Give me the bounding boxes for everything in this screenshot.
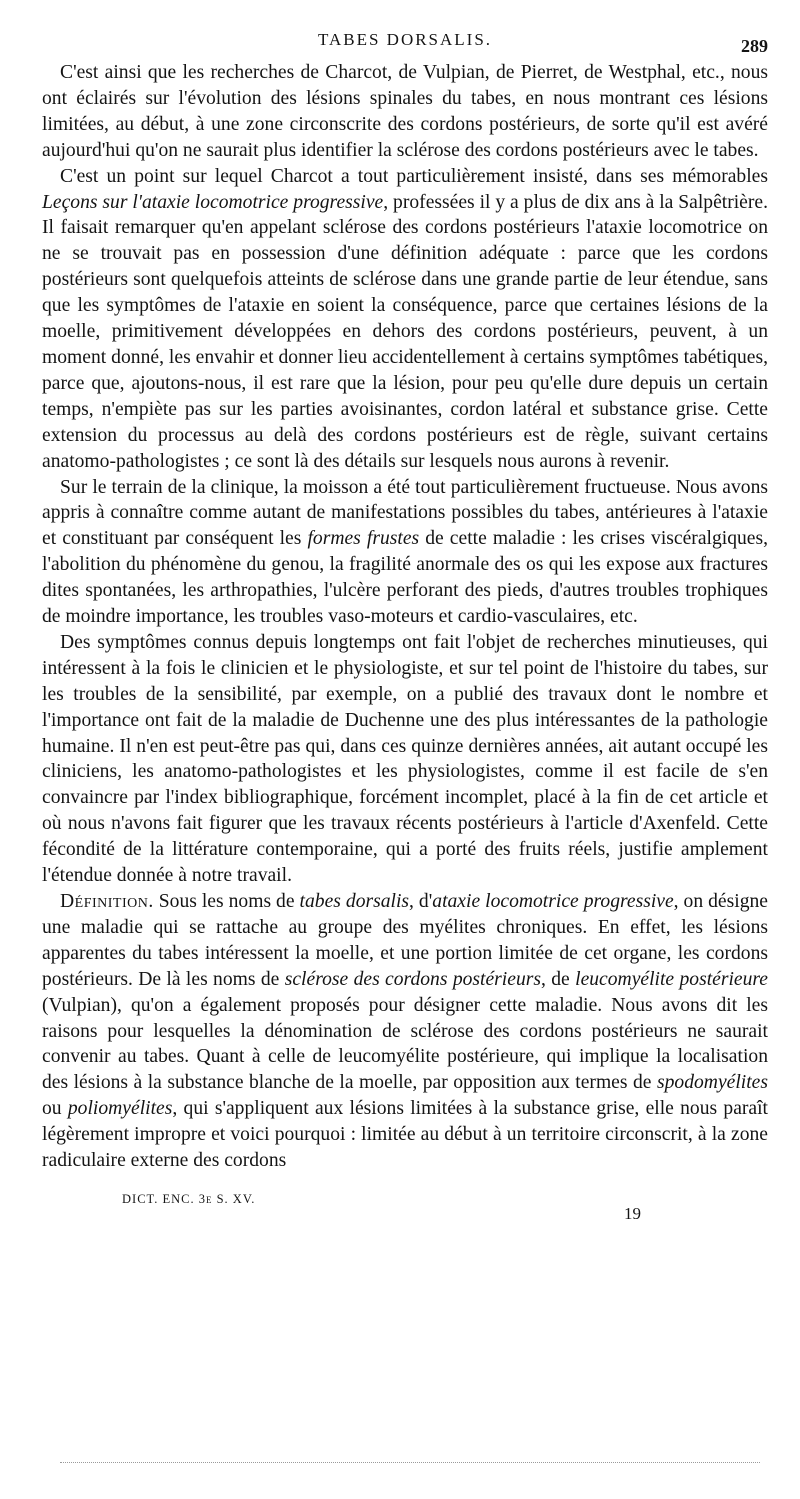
italic-term: Leçons sur l'ataxie locomotrice progressive xyxy=(42,191,384,213)
page-header xyxy=(42,26,768,60)
text-run: Des symptômes connus depuis longtemps ont fait l'objet de recherches minutieuses, qui intéressent à la fois le clinicien et le physiologiste, et sur tel point de l'histoire du tabes, sur les troubles de la sensibilité, par exemple, on a publié des travaux dont le nombre et l'importance ont fait de la maladie de Duchenne une des plus intéressantes de la pathologie humaine. Il n'en est peut-être pas qui, dans ces quinze dernières années, ait autant occupé les cliniciens, les anatomo-pathologistes et les physiologistes, comme il est facile de s'en convaincre par l'index bibliographique, forcément incomplet, placé à la fin de cet article et où nous n'avons fait figurer que les travaux récents postérieurs à l'article d'Axenfeld. Cette fécondité de la littérature contemporaine, qui a porté des fruits réels, justifie amplement l'étendue donnée à notre travail. xyxy=(42,631,768,887)
italic-term: leucomyélite postérieure xyxy=(575,968,769,990)
italic-term: sclérose des cordons postérieurs xyxy=(284,968,541,990)
text-run: , d' xyxy=(409,891,433,912)
italic-term: tabes dorsalis xyxy=(299,891,410,912)
sheet-number: 19 xyxy=(624,1203,641,1223)
section-heading: Définition. xyxy=(60,891,154,912)
text-run: , qui s'appliquent aux lésions limitées à la substance grise, elle nous paraît légèrement impropre et voici pourquoi : limitée au début à un territoire circonscrit, à la zone radiculaire externe des cordons xyxy=(42,1098,769,1172)
text-run: , on désigne une maladie qui se rattache au groupe des myélites chroniques. En effet, les lésions apparentes du tabes intéressent la moelle, et une portion limitée de cet organe, les cordons postérieurs. De là les noms de xyxy=(42,891,768,990)
running-title: TABES DORSALIS. xyxy=(317,30,493,49)
page-footer xyxy=(42,1192,768,1222)
text-run: , de xyxy=(541,968,576,990)
printer-signature: DICT. ENC. 3e S. XV. xyxy=(122,1191,256,1206)
paragraph xyxy=(42,889,768,1174)
paragraph xyxy=(42,630,768,889)
paragraph xyxy=(42,475,768,630)
italic-term: spodomyélites xyxy=(656,1072,768,1094)
italic-term: formes frustes xyxy=(307,528,420,550)
text-run: Sur le terrain de la clinique, la moisson a été tout particulièrement fructueuse. Nous avons appris à connaître comme autant de manifestations possibles du tabes, antérieures à l'ataxie et constituant par conséquent les xyxy=(42,476,768,550)
text-run: ou xyxy=(42,1098,68,1120)
paragraph xyxy=(42,60,768,164)
text-run: de cette maladie : les crises viscéralgiques, l'abolition du phénomène du genou, la fragilité anormale des os qui les expose aux fractures dites spontanées, les arthropathies, l'ulcère perforant des pieds, d'autres troubles trophiques de moindre importance, les troubles vaso-moteurs et cardio-vasculaires, etc. xyxy=(42,528,769,628)
scan-edge-artifact xyxy=(60,1462,760,1464)
text-run: C'est un point sur lequel Charcot a tout particulièrement insisté, dans ses mémorables xyxy=(60,165,768,187)
italic-term: poliomyélites xyxy=(67,1098,173,1120)
text-run: C'est ainsi que les recherches de Charcot, de Vulpian, de Pierret, de Westphal, etc., nous ont éclairés sur l'évolution des lésions spinales du tabes, en nous montrant ces lésions limitées, au début, à une zone circonscrite des cordons postérieurs, de sorte qu'il est avéré aujourd'hui qu'on ne saurait plus identifier la sclérose des cordons postérieurs avec le tabes. xyxy=(42,62,768,161)
paragraph xyxy=(42,164,768,475)
text-run: , professées il y a plus de dix ans à la Salpêtrière. Il faisait remarquer qu'en appelant sclérose des cordons postérieurs l'ataxie locomotrice on ne se trouvait pas en possession d'une définition adéquate : parce que les cordons postérieurs sont quelquefois atteints de sclérose dans une grande partie de leur étendue, sans que les symptômes de l'ataxie en soient la conséquence, parce que certaines lésions de la moelle, primitivement développées en dehors des cordons postérieurs, peuvent, à un moment donné, les envahir et donner lieu accidentellement à certains symptômes tabétiques, parce que, ajoutons-nous, il est rare que la lésion, pour peu qu'elle dure depuis un certain temps, n'empiète pas sur les parties avoisinantes, cordon latéral et substance grise. Cette extension du processus au delà des cordons postérieurs est de règle, suivant certains anatomo-pathologistes ; ce sont là des détails sur lesquels nous aurons à revenir. xyxy=(42,191,768,472)
body-text xyxy=(42,60,768,1174)
text-run: Sous les noms de xyxy=(153,891,300,912)
text-run: (Vulpian), qu'on a également proposés pour désigner cette maladie. Nous avons dit les raisons pour lesquelles la dénomination de sclérose des cordons postérieurs ne saurait convenir au tabes. Quant à celle de leucomyélite postérieure, qui implique la localisation des lésions à la substance blanche de la moelle, par opposition aux termes de xyxy=(42,994,768,1094)
page-number: 289 xyxy=(741,36,768,56)
document-page xyxy=(42,26,768,1222)
italic-term: ataxie locomotrice progressive xyxy=(432,891,674,912)
